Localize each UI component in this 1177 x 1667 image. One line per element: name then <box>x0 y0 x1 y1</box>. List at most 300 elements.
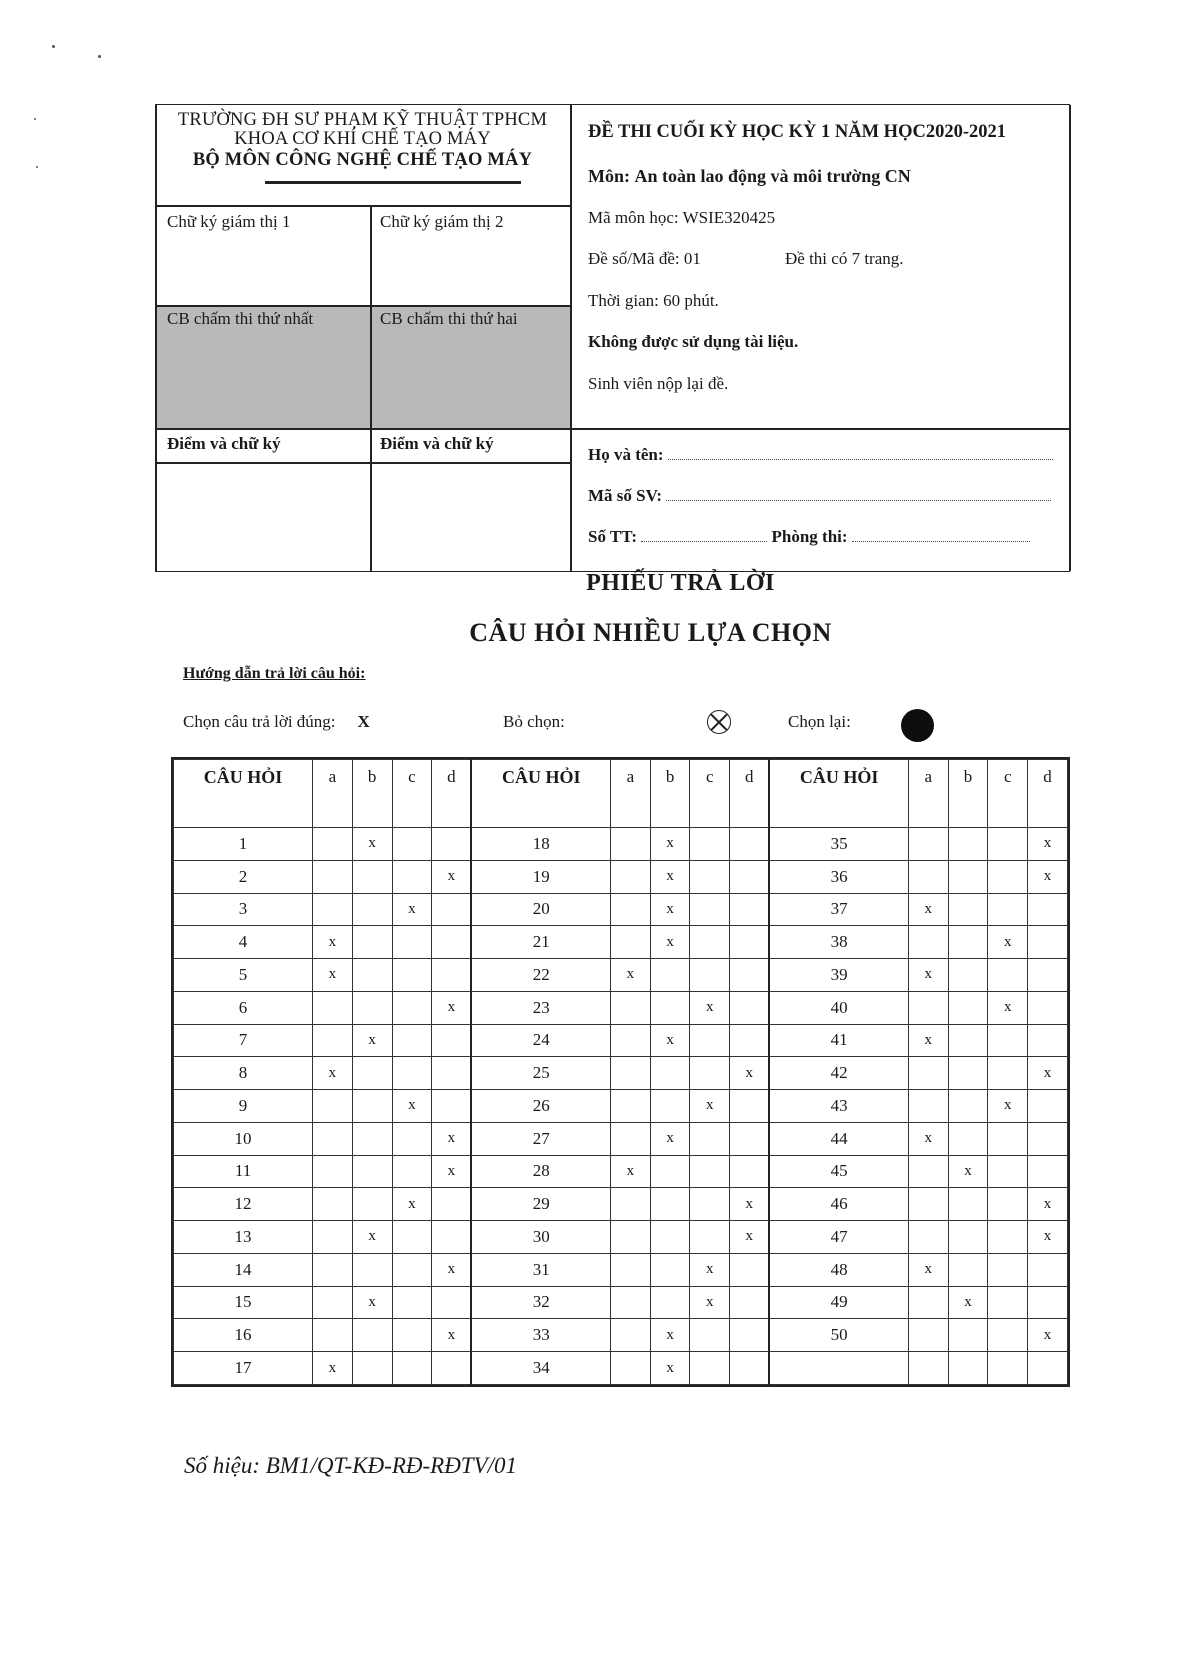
answer-cell-b[interactable] <box>948 959 988 992</box>
scan-speck <box>52 45 55 48</box>
answer-cell-a[interactable] <box>908 1188 948 1221</box>
question-number: 22 <box>471 959 610 992</box>
answer-cell-b[interactable] <box>948 828 988 861</box>
answer-cell-b[interactable] <box>352 926 392 959</box>
answer-cell-d[interactable]: x <box>1028 1057 1068 1090</box>
answer-cell-b[interactable] <box>948 1024 988 1057</box>
question-number: 14 <box>174 1253 313 1286</box>
answer-cell-c[interactable]: x <box>392 1090 432 1123</box>
room-label: Phòng thi: <box>771 527 848 546</box>
answer-cell-b[interactable]: x <box>352 1221 392 1254</box>
answer-cell-a[interactable] <box>313 893 353 926</box>
question-number: 26 <box>471 1090 610 1123</box>
answer-cell-a[interactable]: x <box>908 893 948 926</box>
answer-cell-d[interactable] <box>730 959 770 992</box>
grader1-label: CB chấm thi thứ nhất <box>167 309 314 328</box>
answer-cell-b[interactable] <box>948 991 988 1024</box>
answer-cell-a[interactable] <box>611 1286 651 1319</box>
answer-cell-b[interactable] <box>948 893 988 926</box>
answer-cell-a[interactable] <box>908 1057 948 1090</box>
answer-cell-b[interactable] <box>352 959 392 992</box>
answer-cell-b[interactable]: x <box>352 828 392 861</box>
answer-cell-b[interactable] <box>352 893 392 926</box>
answer-cell-a[interactable] <box>611 828 651 861</box>
answer-cell-d[interactable] <box>1028 1090 1068 1123</box>
seat-number-field[interactable] <box>641 527 767 542</box>
faculty-name: KHOA CƠ KHÍ CHẾ TẠO MÁY <box>234 129 491 149</box>
question-number: 20 <box>471 893 610 926</box>
answer-cell-d[interactable] <box>730 926 770 959</box>
answer-cell-b[interactable] <box>650 991 690 1024</box>
question-number: 19 <box>471 860 610 893</box>
answer-cell-a[interactable] <box>611 926 651 959</box>
answer-cell-b[interactable] <box>948 1319 988 1352</box>
answer-cell-c[interactable] <box>392 1286 432 1319</box>
question-number: 25 <box>471 1057 610 1090</box>
answer-cell-c[interactable] <box>690 926 730 959</box>
exam-header <box>155 104 1070 572</box>
answer-cell-d[interactable] <box>730 893 770 926</box>
cancel-circle-x-icon <box>707 710 731 734</box>
answer-cell-d[interactable]: x <box>432 991 472 1024</box>
answer-cell-b[interactable] <box>650 1253 690 1286</box>
answer-cell-a[interactable] <box>908 1319 948 1352</box>
answer-cell-d[interactable] <box>432 1057 472 1090</box>
question-number: 10 <box>174 1122 313 1155</box>
answer-cell-c[interactable] <box>690 860 730 893</box>
question-number: 43 <box>769 1090 908 1123</box>
answer-cell-c[interactable]: x <box>392 1188 432 1221</box>
answer-cell-a[interactable] <box>611 1352 651 1385</box>
table-row <box>174 1221 1068 1254</box>
answer-cell-c[interactable] <box>690 1122 730 1155</box>
answer-cell-d[interactable] <box>1028 959 1068 992</box>
question-number: 24 <box>471 1024 610 1057</box>
answer-cell-c[interactable] <box>392 1122 432 1155</box>
answer-cell-c[interactable] <box>690 1319 730 1352</box>
answer-cell-a[interactable]: x <box>611 1155 651 1188</box>
proctor2-signature-label: Chữ ký giám thị 2 <box>380 212 504 231</box>
question-number: 21 <box>471 926 610 959</box>
question-column-header: CÂU HỎI <box>769 760 908 828</box>
answer-cell-d[interactable] <box>1028 1286 1068 1319</box>
answer-cell-c[interactable] <box>392 1024 432 1057</box>
answer-cell-a[interactable] <box>908 860 948 893</box>
table-row <box>174 893 1068 926</box>
answer-cell-c[interactable]: x <box>690 1286 730 1319</box>
answer-cell-a[interactable]: x <box>313 1057 353 1090</box>
answer-cell-d[interactable] <box>432 828 472 861</box>
answer-cell-b[interactable] <box>352 1122 392 1155</box>
answer-cell-d[interactable] <box>1028 1253 1068 1286</box>
answer-cell-c[interactable]: x <box>988 991 1028 1024</box>
answer-cell-b[interactable] <box>650 959 690 992</box>
answer-cell-c[interactable] <box>392 1155 432 1188</box>
question-number: 48 <box>769 1253 908 1286</box>
answer-cell-a[interactable] <box>313 1286 353 1319</box>
question-number: 12 <box>174 1188 313 1221</box>
answer-cell-b[interactable]: x <box>650 1024 690 1057</box>
answer-cell-a[interactable] <box>313 828 353 861</box>
option-header-c: c <box>690 760 730 828</box>
answer-cell-c[interactable]: x <box>392 893 432 926</box>
exam-title: ĐỀ THI CUỐI KỲ HỌC KỲ 1 NĂM HỌC2020-2021 <box>588 122 1006 142</box>
answer-cell-b[interactable] <box>948 1352 988 1385</box>
answer-cell-a[interactable]: x <box>908 1024 948 1057</box>
answer-cell-c[interactable] <box>690 1188 730 1221</box>
answer-cell-d[interactable] <box>1028 1352 1068 1385</box>
answer-cell-c[interactable] <box>988 1352 1028 1385</box>
option-header-d: d <box>1028 760 1068 828</box>
answer-cell-c[interactable]: x <box>988 926 1028 959</box>
answer-cell-d[interactable] <box>730 1319 770 1352</box>
table-row <box>174 1122 1068 1155</box>
answer-cell-d[interactable] <box>730 1155 770 1188</box>
answer-cell-a[interactable]: x <box>313 959 353 992</box>
answer-grid <box>171 757 1070 1387</box>
question-number: 13 <box>174 1221 313 1254</box>
answer-cell-d[interactable] <box>730 1090 770 1123</box>
table-row <box>174 828 1068 861</box>
answer-cell-b[interactable] <box>948 1188 988 1221</box>
table-row <box>174 991 1068 1024</box>
answer-cell-b[interactable] <box>650 1155 690 1188</box>
table-row <box>174 1352 1068 1385</box>
question-number: 4 <box>174 926 313 959</box>
answer-cell-c[interactable] <box>988 959 1028 992</box>
question-number: 40 <box>769 991 908 1024</box>
answer-cell-c[interactable] <box>690 1155 730 1188</box>
answer-cell-d[interactable] <box>432 1221 472 1254</box>
answer-cell-c[interactable] <box>690 959 730 992</box>
answer-cell-a[interactable] <box>313 1253 353 1286</box>
answer-cell-b[interactable]: x <box>948 1286 988 1319</box>
question-number: 30 <box>471 1221 610 1254</box>
answer-cell-c[interactable] <box>690 1024 730 1057</box>
answer-cell-a[interactable] <box>313 1024 353 1057</box>
score-signature1-label: Điểm và chữ ký <box>167 434 281 453</box>
answer-cell-a[interactable] <box>313 860 353 893</box>
table-row <box>174 1319 1068 1352</box>
answer-cell-d[interactable] <box>1028 1024 1068 1057</box>
answer-cell-a[interactable] <box>908 1352 948 1385</box>
answer-cell-a[interactable]: x <box>908 1253 948 1286</box>
answer-cell-d[interactable] <box>1028 1155 1068 1188</box>
answer-cell-b[interactable] <box>352 1057 392 1090</box>
answer-cell-a[interactable]: x <box>313 926 353 959</box>
answer-cell-b[interactable] <box>948 1122 988 1155</box>
answer-cell-a[interactable] <box>611 1221 651 1254</box>
answer-cell-c[interactable]: x <box>690 1090 730 1123</box>
answer-cell-b[interactable] <box>650 1057 690 1090</box>
answer-cell-c[interactable]: x <box>690 1253 730 1286</box>
answer-cell-d[interactable] <box>730 1024 770 1057</box>
answer-cell-a[interactable] <box>611 1090 651 1123</box>
answer-cell-a[interactable] <box>908 1286 948 1319</box>
question-number: 46 <box>769 1188 908 1221</box>
option-header-b: b <box>650 760 690 828</box>
room-field[interactable] <box>852 527 1030 542</box>
answer-cell-b[interactable] <box>948 1221 988 1254</box>
question-number: 3 <box>174 893 313 926</box>
answer-cell-c[interactable] <box>988 1286 1028 1319</box>
question-number: 27 <box>471 1122 610 1155</box>
question-number: 41 <box>769 1024 908 1057</box>
question-number: 39 <box>769 959 908 992</box>
answer-cell-a[interactable] <box>313 1188 353 1221</box>
answer-cell-a[interactable] <box>313 1155 353 1188</box>
answer-cell-a[interactable] <box>611 1024 651 1057</box>
answer-cell-b[interactable] <box>650 1090 690 1123</box>
duration: Thời gian: 60 phút. <box>588 291 719 310</box>
answer-cell-a[interactable] <box>908 1090 948 1123</box>
answer-cell-c[interactable] <box>988 893 1028 926</box>
answer-cell-b[interactable]: x <box>650 860 690 893</box>
answer-cell-d[interactable]: x <box>730 1057 770 1090</box>
question-number: 49 <box>769 1286 908 1319</box>
answer-cell-d[interactable]: x <box>432 860 472 893</box>
form-code: Số hiệu: BM1/QT-KĐ-RĐ-RĐTV/01 <box>184 1453 518 1478</box>
answer-cell-d[interactable]: x <box>432 1155 472 1188</box>
seat-label: Số TT: <box>588 527 637 546</box>
department-underline <box>265 181 521 184</box>
answer-cell-d[interactable] <box>432 926 472 959</box>
answer-cell-c[interactable] <box>690 1221 730 1254</box>
answer-cell-a[interactable] <box>313 1221 353 1254</box>
answer-cell-d[interactable] <box>730 1352 770 1385</box>
question-number: 45 <box>769 1155 908 1188</box>
answer-cell-d[interactable]: x <box>1028 1221 1068 1254</box>
answer-cell-c[interactable] <box>392 1319 432 1352</box>
answer-cell-d[interactable] <box>432 1024 472 1057</box>
answer-cell-c[interactable] <box>392 860 432 893</box>
answer-cell-c[interactable] <box>988 1057 1028 1090</box>
answer-sheet-title: PHIẾU TRẢ LỜI <box>586 570 775 596</box>
answer-cell-b[interactable] <box>948 860 988 893</box>
table-row <box>174 1090 1068 1123</box>
answer-cell-c[interactable] <box>392 959 432 992</box>
answer-cell-b[interactable] <box>352 991 392 1024</box>
answer-cell-a[interactable]: x <box>611 959 651 992</box>
answer-cell-d[interactable] <box>730 1253 770 1286</box>
answer-cell-b[interactable] <box>948 1057 988 1090</box>
answer-cell-c[interactable] <box>392 1253 432 1286</box>
answer-cell-a[interactable] <box>611 860 651 893</box>
answer-cell-b[interactable] <box>352 1253 392 1286</box>
answer-cell-a[interactable]: x <box>313 1352 353 1385</box>
answer-cell-d[interactable] <box>1028 926 1068 959</box>
select-mark: X <box>357 712 370 731</box>
answer-cell-a[interactable] <box>908 828 948 861</box>
answer-cell-d[interactable] <box>730 828 770 861</box>
answer-cell-b[interactable]: x <box>650 828 690 861</box>
answer-cell-d[interactable] <box>1028 1122 1068 1155</box>
answer-cell-a[interactable]: x <box>908 959 948 992</box>
no-materials-rule: Không được sử dụng tài liệu. <box>588 332 799 351</box>
answer-cell-a[interactable] <box>313 1319 353 1352</box>
answer-cell-a[interactable] <box>908 926 948 959</box>
answer-cell-b[interactable]: x <box>948 1155 988 1188</box>
question-number: 29 <box>471 1188 610 1221</box>
question-column-header: CÂU HỎI <box>471 760 610 828</box>
answer-cell-d[interactable] <box>432 1286 472 1319</box>
answer-cell-d[interactable] <box>730 1122 770 1155</box>
answer-cell-c[interactable] <box>392 926 432 959</box>
answer-cell-c[interactable] <box>988 1319 1028 1352</box>
answer-cell-d[interactable]: x <box>1028 860 1068 893</box>
answer-cell-d[interactable]: x <box>432 1122 472 1155</box>
question-number: 36 <box>769 860 908 893</box>
answer-cell-c[interactable] <box>690 1352 730 1385</box>
answer-cell-d[interactable]: x <box>730 1188 770 1221</box>
answer-cell-b[interactable] <box>352 1352 392 1385</box>
question-number: 37 <box>769 893 908 926</box>
table-row <box>174 1286 1068 1319</box>
table-row <box>174 1188 1068 1221</box>
cancel-instruction: Bỏ chọn: <box>503 712 565 731</box>
question-number: 1 <box>174 828 313 861</box>
answer-cell-b[interactable] <box>650 1286 690 1319</box>
answer-cell-b[interactable] <box>650 1188 690 1221</box>
answer-cell-c[interactable] <box>988 1188 1028 1221</box>
answer-cell-b[interactable]: x <box>352 1024 392 1057</box>
score-signature2-label: Điểm và chữ ký <box>380 434 494 453</box>
answer-cell-d[interactable]: x <box>1028 828 1068 861</box>
answer-cell-b[interactable] <box>352 1090 392 1123</box>
multiple-choice-title: CÂU HỎI NHIỀU LỰA CHỌN <box>469 618 832 647</box>
answer-cell-b[interactable] <box>650 1221 690 1254</box>
answer-cell-a[interactable] <box>611 1057 651 1090</box>
question-number: 17 <box>174 1352 313 1385</box>
answer-cell-b[interactable] <box>948 926 988 959</box>
answer-cell-b[interactable] <box>948 1253 988 1286</box>
answer-cell-a[interactable] <box>611 1122 651 1155</box>
scan-speck <box>98 55 101 58</box>
answer-cell-d[interactable]: x <box>432 1319 472 1352</box>
table-row <box>174 1253 1068 1286</box>
table-row <box>174 860 1068 893</box>
answer-cell-b[interactable] <box>352 860 392 893</box>
answer-cell-c[interactable] <box>988 860 1028 893</box>
answer-cell-c[interactable] <box>690 1057 730 1090</box>
question-number: 28 <box>471 1155 610 1188</box>
proctor1-signature-label: Chữ ký giám thị 1 <box>167 212 291 231</box>
question-number: 6 <box>174 991 313 1024</box>
answer-cell-d[interactable]: x <box>1028 1319 1068 1352</box>
answer-cell-b[interactable]: x <box>650 926 690 959</box>
question-number: 50 <box>769 1319 908 1352</box>
answer-cell-b[interactable]: x <box>352 1286 392 1319</box>
answer-cell-d[interactable]: x <box>432 1253 472 1286</box>
answer-cell-d[interactable] <box>1028 991 1068 1024</box>
answer-cell-c[interactable] <box>392 1057 432 1090</box>
answer-cell-a[interactable] <box>611 1188 651 1221</box>
scan-speck <box>34 118 36 120</box>
answer-cell-c[interactable] <box>988 828 1028 861</box>
subject-label: Môn: <box>588 166 630 186</box>
answer-cell-c[interactable] <box>690 893 730 926</box>
answer-cell-c[interactable] <box>988 1155 1028 1188</box>
option-header-c: c <box>392 760 432 828</box>
answer-cell-d[interactable] <box>432 1090 472 1123</box>
answer-cell-b[interactable]: x <box>650 1319 690 1352</box>
answer-cell-c[interactable] <box>392 828 432 861</box>
answer-cell-b[interactable] <box>352 1188 392 1221</box>
answer-cell-b[interactable] <box>948 1090 988 1123</box>
option-header-a: a <box>313 760 353 828</box>
question-number: 16 <box>174 1319 313 1352</box>
answer-cell-a[interactable] <box>908 1155 948 1188</box>
answer-cell-b[interactable]: x <box>650 1122 690 1155</box>
answer-cell-a[interactable] <box>908 1221 948 1254</box>
filled-circle-icon <box>901 709 934 742</box>
answer-cell-d[interactable] <box>730 991 770 1024</box>
answer-cell-c[interactable] <box>988 1024 1028 1057</box>
subject-name: An toàn lao động và môi trường CN <box>634 166 911 186</box>
question-number: 2 <box>174 860 313 893</box>
answer-cell-d[interactable]: x <box>1028 1188 1068 1221</box>
answer-cell-a[interactable] <box>313 1090 353 1123</box>
answer-cell-a[interactable] <box>611 1253 651 1286</box>
question-number: 11 <box>174 1155 313 1188</box>
answer-cell-c[interactable] <box>988 1253 1028 1286</box>
answer-cell-c[interactable] <box>392 991 432 1024</box>
answer-cell-d[interactable] <box>1028 893 1068 926</box>
answer-cell-a[interactable] <box>313 991 353 1024</box>
answer-cell-b[interactable] <box>352 1319 392 1352</box>
answer-cell-c[interactable] <box>988 1122 1028 1155</box>
option-header-b: b <box>948 760 988 828</box>
answer-cell-b[interactable]: x <box>650 893 690 926</box>
answer-cell-d[interactable] <box>730 860 770 893</box>
answer-cell-b[interactable]: x <box>650 1352 690 1385</box>
answer-cell-d[interactable] <box>432 893 472 926</box>
answer-cell-c[interactable]: x <box>988 1090 1028 1123</box>
answer-cell-a[interactable] <box>611 1319 651 1352</box>
answer-cell-c[interactable] <box>988 1221 1028 1254</box>
table-row <box>174 1024 1068 1057</box>
question-number: 7 <box>174 1024 313 1057</box>
answer-cell-a[interactable] <box>313 1122 353 1155</box>
answer-cell-d[interactable] <box>432 1352 472 1385</box>
school-name: TRƯỜNG ĐH SƯ PHẠM KỸ THUẬT TPHCM <box>177 110 548 130</box>
answer-cell-a[interactable]: x <box>908 1122 948 1155</box>
course-code: Mã môn học: WSIE320425 <box>588 208 776 227</box>
answer-cell-c[interactable] <box>392 1221 432 1254</box>
answer-cell-b[interactable] <box>352 1155 392 1188</box>
answer-cell-a[interactable] <box>611 991 651 1024</box>
answer-cell-d[interactable] <box>432 959 472 992</box>
page-count: Đề thi có 7 trang. <box>785 249 904 268</box>
answer-cell-a[interactable] <box>908 991 948 1024</box>
answer-cell-c[interactable]: x <box>690 991 730 1024</box>
name-field[interactable] <box>668 445 1053 460</box>
option-header-a: a <box>611 760 651 828</box>
return-exam-rule: Sinh viên nộp lại đề. <box>588 374 729 393</box>
answer-cell-a[interactable] <box>611 893 651 926</box>
answer-cell-d[interactable] <box>730 1286 770 1319</box>
question-number: 32 <box>471 1286 610 1319</box>
student-id-field[interactable] <box>666 486 1051 501</box>
question-number: 31 <box>471 1253 610 1286</box>
answer-cell-c[interactable] <box>690 828 730 861</box>
answer-cell-c[interactable] <box>392 1352 432 1385</box>
answer-cell-d[interactable]: x <box>730 1221 770 1254</box>
select-instruction: Chọn câu trả lời đúng: <box>183 712 336 731</box>
answer-cell-d[interactable] <box>432 1188 472 1221</box>
grader2-label: CB chấm thi thứ hai <box>380 309 518 328</box>
reselect-instruction: Chọn lại: <box>788 712 851 731</box>
